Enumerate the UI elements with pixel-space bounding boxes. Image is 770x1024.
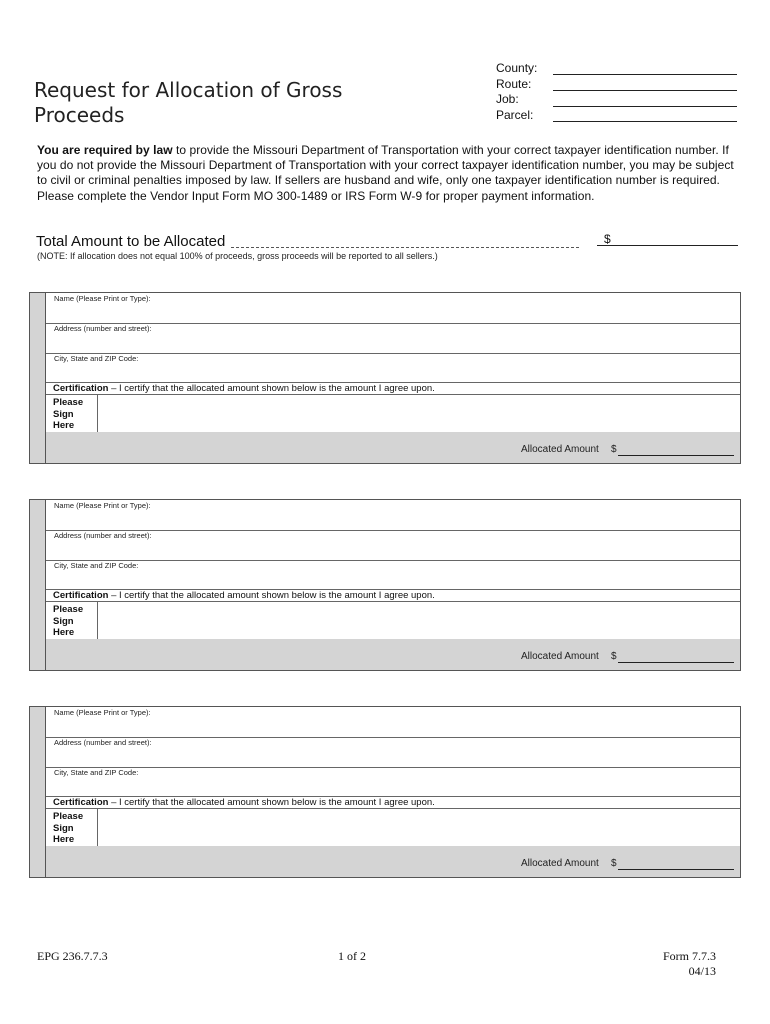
allocation-note: (NOTE: If allocation does not equal 100% of proceeds, gross proceeds will be reported to all sellers.) — [37, 251, 438, 261]
signature-field[interactable] — [46, 808, 740, 848]
name-label: Name (Please Print or Type): — [54, 708, 151, 717]
allocated-amount-label: Allocated Amount — [521, 444, 599, 455]
seller-block — [29, 706, 741, 878]
allocated-amount-row — [46, 639, 740, 670]
allocated-amount-label: Allocated Amount — [521, 858, 599, 869]
page-title: Request for Allocation of Gross Proceeds — [34, 78, 343, 127]
name-label: Name (Please Print or Type): — [54, 501, 151, 510]
signature-field[interactable] — [46, 601, 740, 641]
certification-bold: Certification — [53, 797, 109, 808]
certification-body: – I certify that the allocated amount shown below is the amount I agree upon. — [108, 590, 435, 601]
allocated-amount-label: Allocated Amount — [521, 651, 599, 662]
sign-label: Please Sign Here — [53, 604, 84, 638]
city-field[interactable] — [46, 767, 740, 797]
allocated-amount-row — [46, 432, 740, 463]
certification-body: – I certify that the allocated amount shown below is the amount I agree upon. — [108, 797, 435, 808]
county-field[interactable] — [553, 74, 737, 75]
allocated-amount-field[interactable] — [618, 455, 734, 456]
address-field[interactable] — [46, 530, 740, 561]
city-label: City, State and ZIP Code: — [54, 561, 139, 570]
block-gutter — [30, 707, 46, 877]
intro-text: to provide the Missouri Department of Transportation with your correct taxpayer identification number. If you do not provide the Missouri Department of Transportation with your correct taxpayer identification number, you may be subject to civil or criminal penalties imposed by law. If sellers are husband and wife, only one taxpayer identification number is required. Please complete the Vendor Input Form MO 300-1489 or IRS Form W-9 for proper payment information. — [37, 143, 734, 203]
footer-page-number: 1 of 2 — [338, 949, 366, 963]
seller-block — [29, 499, 741, 671]
footer-form-date: 04/13 — [688, 964, 716, 978]
certification-text — [53, 590, 435, 601]
intro-paragraph — [37, 143, 737, 204]
city-label: City, State and ZIP Code: — [54, 768, 139, 777]
total-amount-label: Total Amount to be Allocated — [36, 233, 226, 250]
certification-bold: Certification — [53, 590, 109, 601]
certification-text — [53, 383, 435, 394]
sign-divider — [97, 602, 98, 640]
intro-bold: You are required by law — [37, 143, 173, 157]
total-dotted-leader — [231, 247, 579, 248]
allocated-dollar-sign: $ — [611, 651, 617, 662]
sign-divider — [97, 395, 98, 433]
total-dollar-sign: $ — [604, 232, 611, 246]
allocated-amount-field[interactable] — [618, 662, 734, 663]
certification-bold: Certification — [53, 383, 109, 394]
name-field[interactable] — [46, 293, 740, 324]
allocated-amount-field[interactable] — [618, 869, 734, 870]
signature-field[interactable] — [46, 394, 740, 434]
address-field[interactable] — [46, 737, 740, 768]
city-field[interactable] — [46, 560, 740, 590]
allocated-dollar-sign: $ — [611, 444, 617, 455]
city-field[interactable] — [46, 353, 740, 383]
name-field[interactable] — [46, 500, 740, 531]
allocated-amount-row — [46, 846, 740, 877]
block-gutter — [30, 500, 46, 670]
footer-epg-ref: EPG 236.7.7.3 — [37, 949, 108, 963]
certification-body: – I certify that the allocated amount shown below is the amount I agree upon. — [108, 383, 435, 394]
block-gutter — [30, 293, 46, 463]
sign-label: Please Sign Here — [53, 811, 84, 845]
name-field[interactable] — [46, 707, 740, 738]
route-label: Route: — [496, 77, 532, 91]
address-label: Address (number and street): — [54, 738, 152, 747]
seller-block — [29, 292, 741, 464]
city-label: City, State and ZIP Code: — [54, 354, 139, 363]
name-label: Name (Please Print or Type): — [54, 294, 151, 303]
county-label: County: — [496, 61, 538, 75]
sign-label: Please Sign Here — [53, 397, 84, 431]
total-amount-field[interactable] — [597, 245, 738, 246]
sign-divider — [97, 809, 98, 847]
job-field[interactable] — [553, 106, 737, 107]
route-field[interactable] — [553, 90, 737, 91]
footer-form-number: Form 7.7.3 — [662, 949, 716, 963]
address-label: Address (number and street): — [54, 324, 152, 333]
allocated-dollar-sign: $ — [611, 858, 617, 869]
parcel-field[interactable] — [553, 121, 737, 122]
address-label: Address (number and street): — [54, 531, 152, 540]
job-label: Job: — [496, 92, 519, 106]
parcel-label: Parcel: — [496, 108, 534, 122]
certification-text — [53, 797, 435, 808]
address-field[interactable] — [46, 323, 740, 354]
